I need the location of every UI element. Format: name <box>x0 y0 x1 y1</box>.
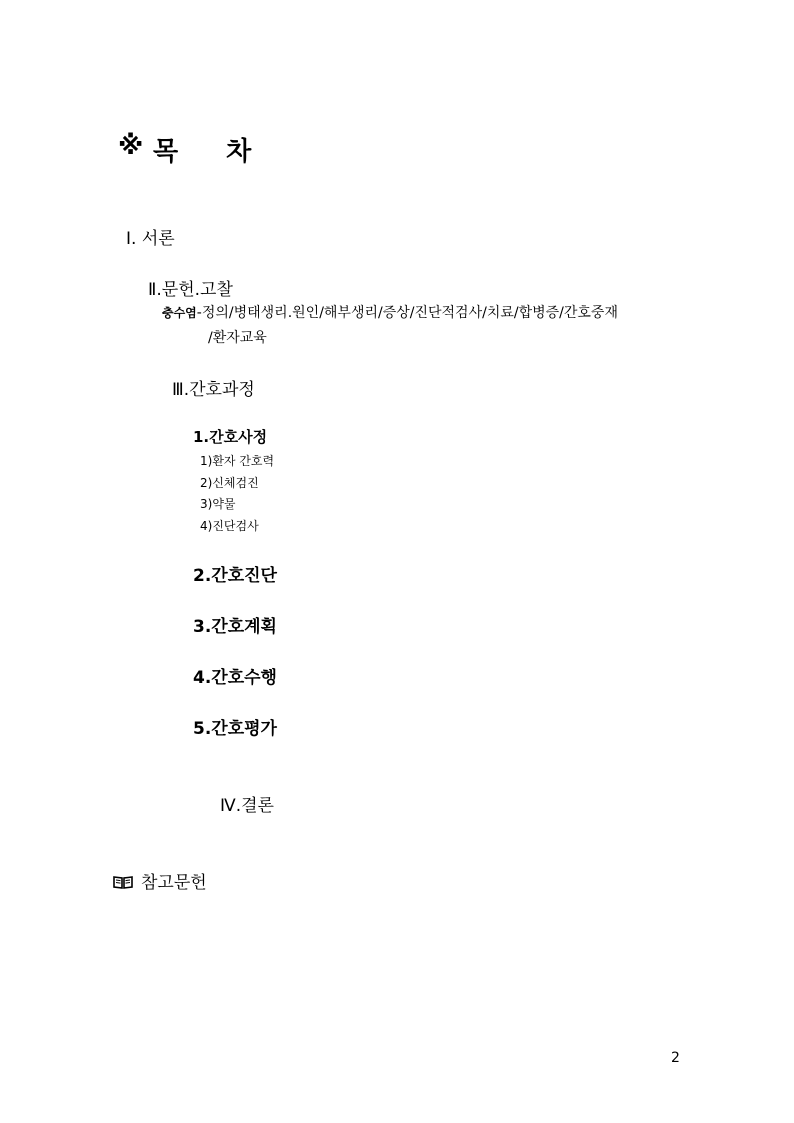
title-reference-mark: ※ <box>118 131 144 161</box>
toc-item-nursing-evaluation: 5.간호평가 <box>193 719 277 739</box>
toc-item-nursing-implementation: 4.간호수행 <box>193 668 277 688</box>
toc-item-nursing-diagnosis: 2.간호진단 <box>193 566 277 586</box>
references-label: 참고문헌 <box>141 873 207 893</box>
toc-literature-subtopics <box>162 302 618 322</box>
toc-section-conclusion: Ⅳ.결론 <box>220 796 274 816</box>
toc-subitem-medication: 3)약물 <box>200 497 236 511</box>
toc-literature-topic: 충수염 <box>162 306 197 320</box>
toc-item-nursing-plan: 3.간호계획 <box>193 617 277 637</box>
toc-section-literature-review: Ⅱ.문헌.고찰 <box>148 280 233 300</box>
toc-item-nursing-assessment: 1.간호사정 <box>193 428 268 446</box>
toc-literature-subtopics-list: -정의/병태생리.원인/해부생리/증상/진단적검사/치료/합병증/간호중재 <box>196 305 618 321</box>
toc-section-nursing-process: Ⅲ.간호과정 <box>172 380 255 400</box>
page-number: 2 <box>671 1050 680 1066</box>
toc-subitem-physical-exam: 2)신체검진 <box>200 476 259 490</box>
toc-subitem-diagnostic-tests: 4)진단검사 <box>200 519 259 533</box>
toc-references <box>113 868 207 893</box>
page-title: 목차 <box>153 137 300 167</box>
open-book-icon <box>113 874 133 888</box>
toc-literature-subtopics-continued: /환자교육 <box>208 330 267 346</box>
toc-subitem-nursing-history: 1)환자 간호력 <box>200 454 275 468</box>
toc-section-introduction: Ⅰ. 서론 <box>126 229 175 249</box>
